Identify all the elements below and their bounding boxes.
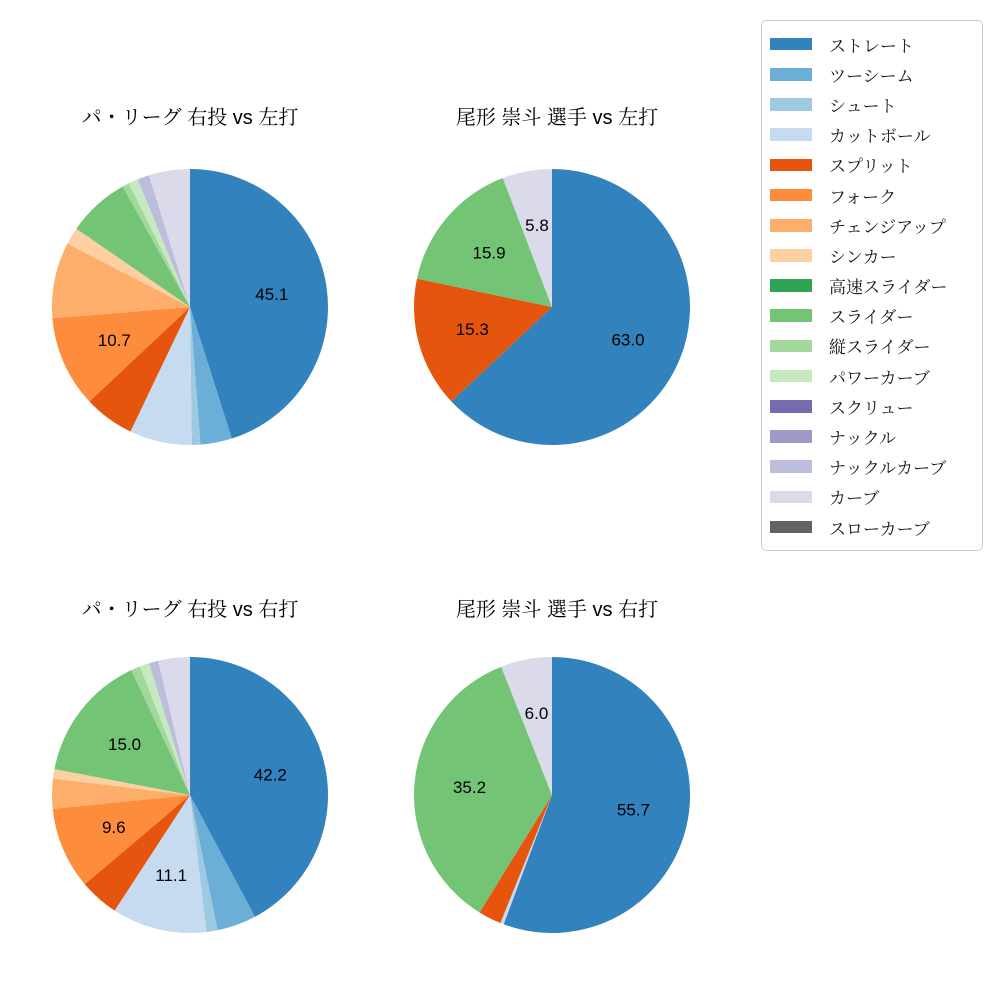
- pct-label: 10.7: [97, 331, 131, 351]
- legend-item: [770, 240, 972, 270]
- legend-swatch: [770, 98, 812, 111]
- legend-item: [770, 452, 972, 482]
- pct-label: 63.0: [611, 330, 645, 350]
- pie-chart-pa-league-vs-left: [50, 167, 330, 447]
- pct-label: 9.6: [101, 817, 126, 837]
- legend-label: 縦スライダー: [829, 338, 931, 358]
- legend-label: カットボール: [829, 127, 931, 147]
- legend-swatch: [770, 159, 812, 172]
- legend-item: [770, 512, 972, 542]
- legend-label: シンカー: [829, 247, 897, 267]
- legend-item: [770, 391, 972, 421]
- legend-label: ナックルカーブ: [829, 459, 947, 479]
- legend-item: [770, 210, 972, 240]
- legend-label: カーブ: [829, 489, 880, 509]
- chart-title-player-vs-right: 尾形 崇斗 選手 vs 右打: [455, 599, 659, 621]
- legend-swatch: [770, 249, 812, 262]
- pie-chart-player-vs-right: [412, 655, 692, 935]
- legend-label: スクリュー: [829, 398, 914, 418]
- legend-label: パワーカーブ: [829, 368, 930, 388]
- legend-item: [770, 421, 972, 451]
- legend-label: スプリット: [829, 157, 913, 177]
- legend-swatch: [770, 279, 812, 292]
- legend-swatch: [770, 460, 812, 473]
- pct-label: 42.2: [253, 765, 287, 785]
- pct-label: 15.0: [108, 734, 142, 754]
- legend-swatch: [770, 128, 812, 141]
- legend-item: [770, 482, 972, 512]
- legend-label: ストレート: [829, 36, 914, 56]
- legend: [761, 20, 983, 551]
- legend-label: スライダー: [829, 308, 914, 328]
- legend-swatch: [770, 38, 812, 51]
- legend-item: [770, 120, 972, 150]
- legend-label: フォーク: [829, 187, 897, 207]
- legend-item: [770, 150, 972, 180]
- pct-label: 11.1: [155, 866, 188, 886]
- legend-swatch: [770, 430, 812, 443]
- legend-swatch: [770, 68, 812, 81]
- legend-item: [770, 180, 972, 210]
- legend-swatch: [770, 309, 812, 322]
- legend-swatch: [770, 340, 812, 353]
- legend-label: チェンジアップ: [829, 217, 946, 237]
- chart-title-pa-league-vs-right: パ・リーグ 右投 vs 右打: [81, 599, 299, 621]
- legend-swatch: [770, 189, 812, 202]
- legend-swatch: [770, 491, 812, 504]
- pie-chart-pa-league-vs-right: [50, 655, 330, 935]
- pct-label: 15.9: [472, 243, 506, 263]
- legend-item: [770, 89, 972, 119]
- pct-label: 6.0: [524, 704, 549, 724]
- legend-item: [770, 331, 972, 361]
- pct-label: 5.8: [525, 216, 549, 236]
- legend-label: 高速スライダー: [829, 278, 948, 298]
- legend-label: シュート: [829, 96, 897, 116]
- pct-label: 35.2: [452, 778, 487, 798]
- legend-item: [770, 271, 972, 301]
- legend-label: ナックル: [829, 429, 897, 449]
- legend-item: [770, 301, 972, 331]
- legend-label: ツーシーム: [829, 66, 914, 86]
- legend-item: [770, 29, 972, 59]
- legend-swatch: [770, 370, 812, 383]
- legend-label: スローカーブ: [829, 519, 930, 539]
- legend-item: [770, 59, 972, 89]
- legend-swatch: [770, 521, 812, 534]
- legend-swatch: [770, 219, 812, 232]
- chart-title-player-vs-left: 尾形 崇斗 選手 vs 左打: [455, 107, 659, 129]
- legend-swatch: [770, 400, 812, 413]
- pie-chart-player-vs-left: [412, 167, 692, 447]
- pct-label: 45.1: [255, 284, 289, 304]
- chart-title-pa-league-vs-left: パ・リーグ 右投 vs 左打: [81, 107, 299, 129]
- pct-label: 15.3: [455, 319, 489, 339]
- legend-item: [770, 361, 972, 391]
- pct-label: 55.7: [616, 800, 651, 820]
